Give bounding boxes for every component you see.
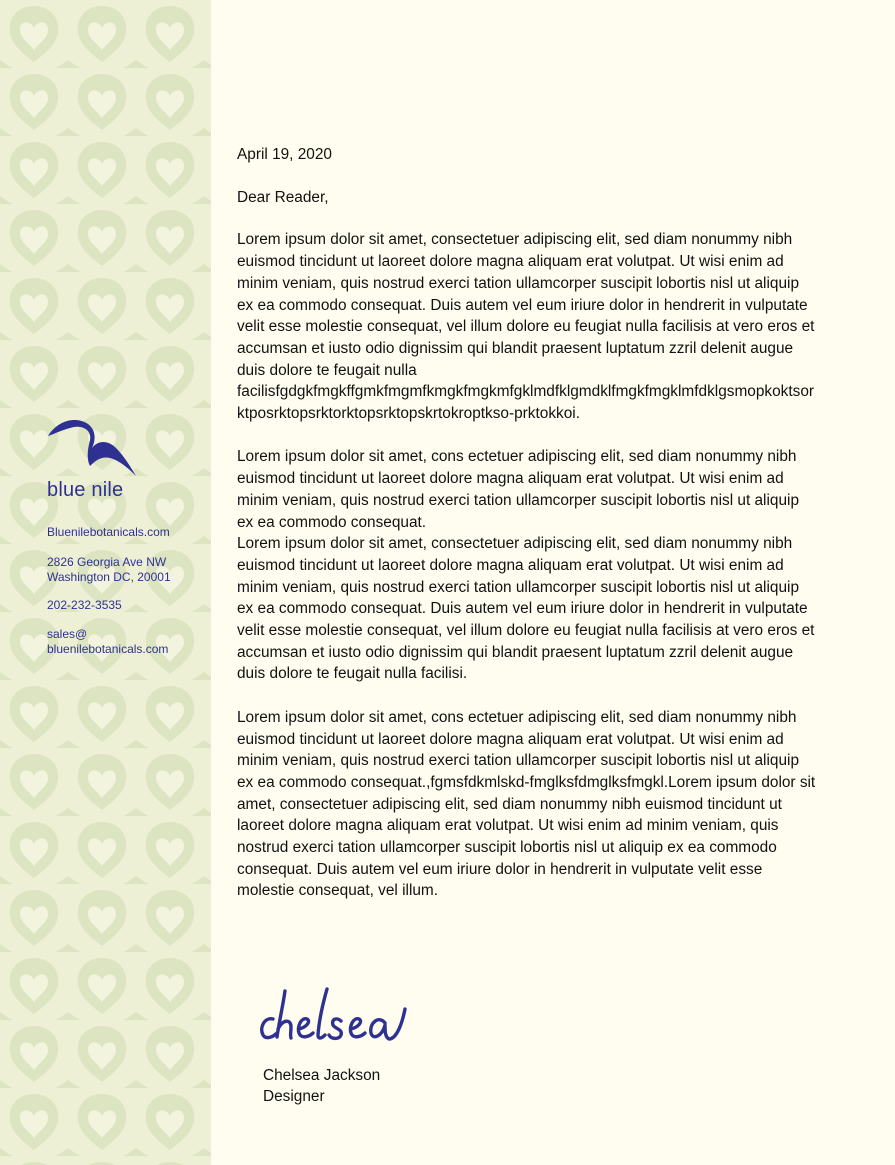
paragraph-3: Lorem ipsum dolor sit amet, consectetuer adipiscing elit, sed diam nonummy nibh euismod tincidunt ut laoreet dolore magna aliquam erat volutpat. Ut wisi enim ad minim veniam, quis nostrud exerci tation ullamcorper suscipit lobortis nisl ut aliquip ex ea commodo consequat. Duis autem vel eum iriure dolor in hendrerit in vulputate velit esse molestie consequat, vel illum dolore eu feugiat nulla facilisis at vero eros et accumsan et iusto odio dignissim qui blandit praesent luptatum zzril delenit augue duis dolore te feugait nulla facilisi. (237, 535, 815, 683)
address (47, 555, 171, 585)
signature (255, 985, 425, 1047)
phone-number: 202-232-3535 (47, 598, 122, 612)
address-line-2: Washington DC, 20001 (47, 570, 171, 584)
website-link[interactable]: Bluenilebotanicals.com (47, 525, 170, 539)
paragraph-4: Lorem ipsum dolor sit amet, cons ectetuer adipiscing elit, sed diam nonummy nibh euismod tincidunt ut laoreet dolore magna aliquam erat volutpat. Ut wisi enim ad minim veniam, quis nostrud exerci tation ullamcorper suscipit lobortis nisl ut aliquip ex ea commodo consequat.,fgmsfdkmlskd-fmglksfdmglksfmgkl.Lorem ipsum dolor sit amet, consectetuer adipiscing elit, sed diam nonummy nibh euismod tincidunt ut laoreet dolore magna aliquam erat volutpat. Ut wisi enim ad minim veniam, quis nostrud exerci tation ullamcorper suscipit lobortis nisl ut aliquip ex ea commodo consequat. Duis autem vel eum iriure dolor in hendrerit in vulputate velit esse molestie consequat, vel illum. (237, 708, 816, 900)
paragraph-2: Lorem ipsum dolor sit amet, cons ectetuer adipiscing elit, sed diam nonummy nibh euismod tincidunt ut laoreet dolore magna aliquam erat volutpat. Ut wisi enim ad minim veniam, quis nostrud exerci tation ullamcorper suscipit lobortis nisl ut aliquip ex ea commodo consequat. (237, 448, 799, 531)
brand-name: blue nile (47, 479, 124, 501)
address-line-1: 2826 Georgia Ave NW (47, 555, 167, 569)
letter-date: April 19, 2020 (237, 146, 332, 163)
email-line-1: sales@ (47, 627, 88, 641)
email-line-2: bluenilebotanicals.com (47, 642, 169, 656)
paragraph-1: Lorem ipsum dolor sit amet, consectetuer adipiscing elit, sed diam nonummy nibh euismod tincidunt ut laoreet dolore magna aliquam erat volutpat. Ut wisi enim ad minim veniam, quis nostrud exerci tation ullamcorper suscipit lobortis nisl ut aliquip ex ea commodo consequat. Duis autem vel eum iriure dolor in hendrerit in vulputate velit esse molestie consequat, vel illum dolore eu feugiat nulla facilisis at vero eros et accumsan et iusto odio dignissim qui blandit praesent luptatum zzril delenit augue duis dolore te feugait nulla facilisfgdgkfmgkffgmkfmgmfkmgkfmgkmfgklmdfklgmdklfmgkfmgklmfdklgsmopkoktsorktposrktopsrktorktopsrktopskrtokroptkso-prktokkoi. (237, 231, 815, 423)
sidebar (0, 0, 211, 1165)
signer-title: Designer (263, 1088, 325, 1105)
letter-body (237, 144, 817, 924)
salutation: Dear Reader, (237, 188, 329, 206)
signer-block (263, 1065, 380, 1107)
email-link[interactable] (47, 627, 168, 657)
signer-name: Chelsea Jackson (263, 1067, 381, 1084)
swan-wave-icon (46, 414, 138, 478)
